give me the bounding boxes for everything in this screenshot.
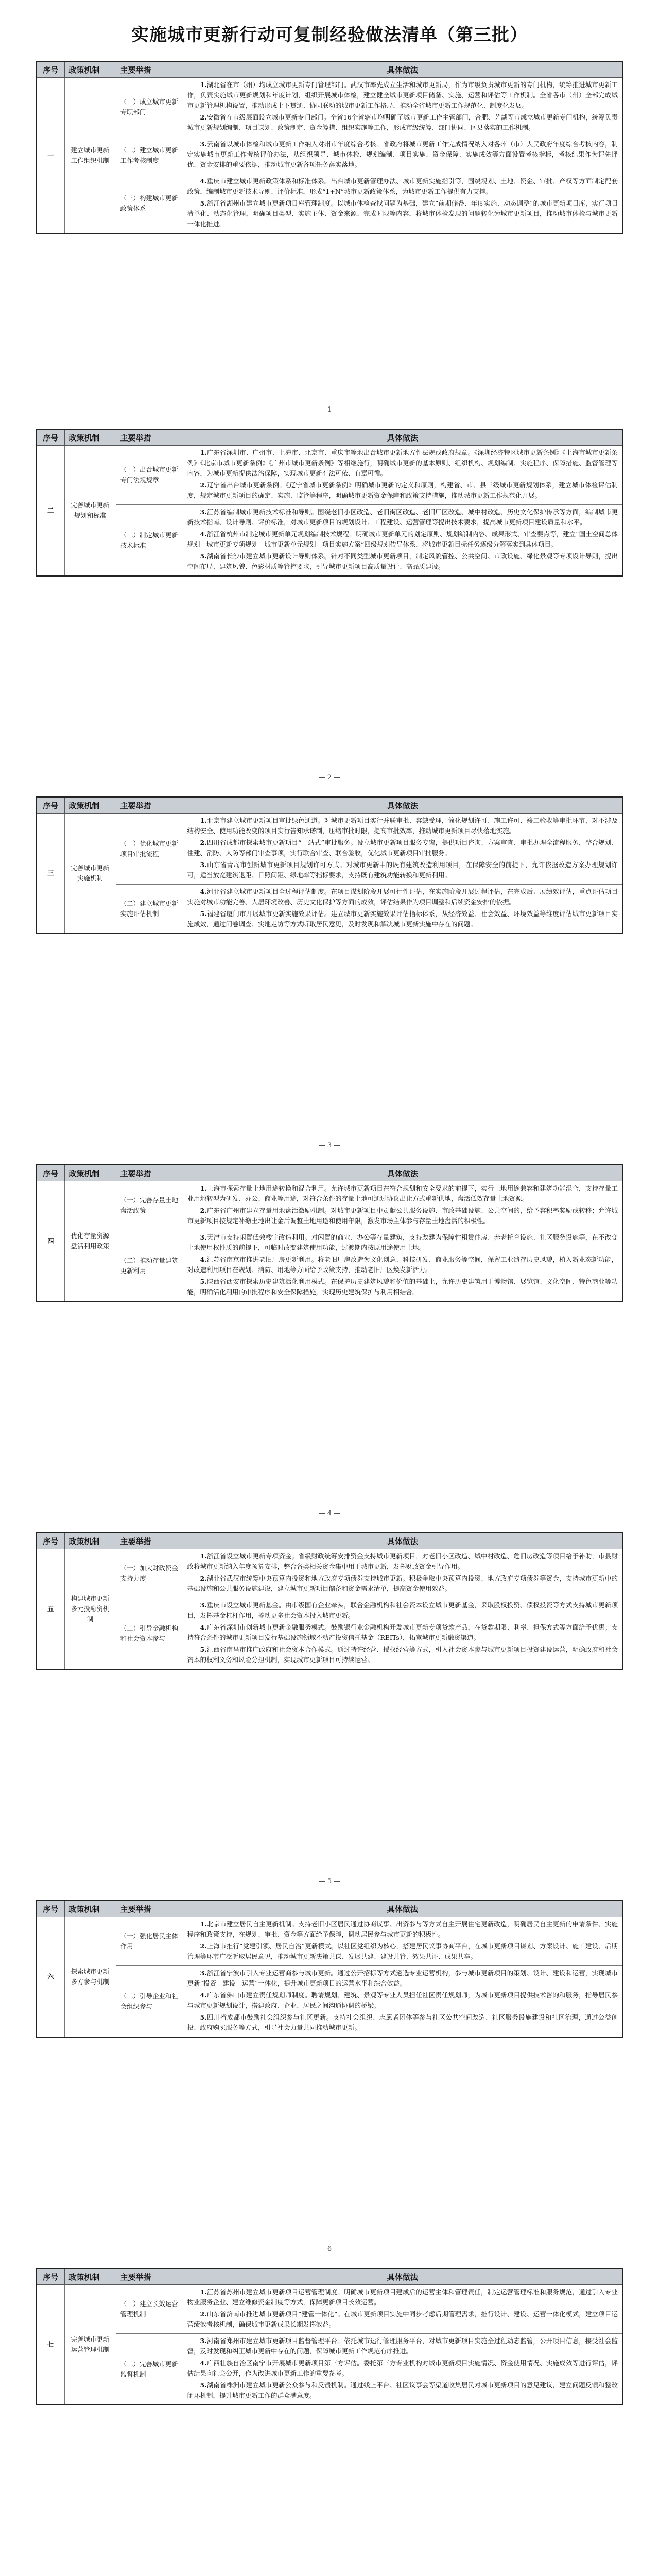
practice-item bbox=[187, 1919, 618, 1940]
table-row bbox=[37, 1230, 622, 1302]
practice-item-text: 湖南省长沙市建立城市更新设计导则体系。针对不同类型城市更新项目，制定风貌管控、公共空间、市政设施、绿化景观等专项设计导则，提出空间布局、建筑风貌、色彩材质等管控要求，引导城市更新项目高质量设计、高品质建设。 bbox=[187, 552, 618, 570]
practice-item bbox=[187, 2358, 618, 2379]
practice-item bbox=[187, 139, 618, 170]
practice-item bbox=[187, 1551, 618, 1572]
header-seq: 序号 bbox=[37, 1901, 64, 1917]
practice-item bbox=[187, 1990, 618, 2011]
header-mechanism: 政策机制 bbox=[64, 1165, 116, 1181]
main-measure: （一）建立长效运营管理机制 bbox=[116, 2285, 183, 2334]
specific-practice bbox=[183, 814, 622, 885]
practice-item-text: 广东省佛山市建立责任规划师制度。聘请规划、建筑、景观等专业人员担任社区责任规划师，为城市更新项目提供技术咨询和服务，指导居民参与城市更新规划设计，搭建政府、企业、居民之间沟通协调的桥梁。 bbox=[187, 1991, 618, 2009]
page-number: — 3 — bbox=[318, 1142, 341, 1149]
header-measure: 主要举措 bbox=[116, 1533, 183, 1549]
practice-item-number: 3. bbox=[200, 140, 207, 148]
document-page bbox=[36, 61, 623, 392]
practice-item bbox=[187, 887, 618, 907]
header-mechanism: 政策机制 bbox=[64, 2268, 116, 2285]
practice-item-text: 江苏省南京市推进老旧厂房更新利用。将老旧厂房改造为文化创意、科技研发、商业服务等空间，保留工业遗存历史风貌，植入新业态新功能，对改造利用项目在规划、消防、用地等方面给予政策支持，推动老旧厂区焕发新活力。 bbox=[187, 1256, 618, 1274]
practice-item bbox=[187, 480, 618, 501]
measures-table bbox=[36, 429, 623, 577]
practice-item-number: 5. bbox=[200, 2013, 207, 2021]
practice-item-number: 2. bbox=[200, 2310, 207, 2318]
practice-item-number: 2. bbox=[200, 1942, 207, 1950]
practice-item-number: 1. bbox=[200, 1552, 207, 1560]
practice-item bbox=[187, 1206, 618, 1226]
header-seq: 序号 bbox=[37, 429, 64, 446]
practice-item-text: 浙江省宁波市引入专业运营商参与城市更新。通过公开招标等方式遴选专业运营机构，参与城市更新项目的策划、设计、建设和运营，实现城市更新“投资—建设—运营”一体化，提升城市更新项目的运营水平和综合效益。 bbox=[187, 1969, 618, 1987]
document-page bbox=[36, 1900, 623, 2231]
practice-item-text: 上海市推行“党建引领、居民自治”更新模式。以社区党组织为核心，搭建居民议事协商平台，在城市更新项目谋划、方案设计、施工建设、后期管理等环节广泛听取居民意见，推动城市更新决策共谋、发展共建、建设共管、效果共评、成果共享。 bbox=[187, 1942, 618, 1960]
table-row bbox=[37, 1181, 622, 1230]
practice-item-number: 3. bbox=[200, 1969, 207, 1977]
header-detail: 具体做法 bbox=[183, 1533, 622, 1549]
practice-item bbox=[187, 1645, 618, 1665]
practice-item-text: 辽宁省出台城市更新条例。《辽宁省城市更新条例》明确城市更新的定义和原则，构建省、市、县三级城市更新规划体系，建立城市体检评估制度，规定城市更新项目的确定、实施、监管等程序，明确城市更新资金保障和政策支持措施，推动城市更新工作规范化开展。 bbox=[187, 481, 618, 499]
practice-item-number: 2. bbox=[200, 481, 207, 489]
specific-practice bbox=[183, 1598, 622, 1670]
table-header-row bbox=[37, 2268, 622, 2285]
practice-item-text: 山东省济南市推进城市更新项目“建管一体化”。在城市更新项目实施中同步考虑后期管理需求，推行设计、建设、运营一体化模式，建立项目运营绩效考核机制，确保城市更新成果长期发挥效益。 bbox=[187, 2310, 618, 2328]
document-page bbox=[36, 796, 623, 1127]
policy-mechanism: 优化存量资源盘活利用政策 bbox=[64, 1181, 116, 1302]
measures-table bbox=[36, 61, 623, 234]
practice-item-text: 河南省郑州市建立城市更新项目监督管理平台。依托城市运行管理服务平台，对城市更新项目实施全过程动态监管，公开项目信息，接受社会监督，及时发现和纠正城市更新中存在的问题，保障城市更新工作规范有序推进。 bbox=[187, 2337, 618, 2355]
measures-table bbox=[36, 2268, 623, 2405]
practice-item-number: 1. bbox=[200, 449, 207, 456]
main-measure: （二）引导企业和社会组织参与 bbox=[116, 1966, 183, 2038]
header-mechanism: 政策机制 bbox=[64, 1533, 116, 1549]
practice-item-number: 5. bbox=[200, 1646, 207, 1653]
practice-item-text: 湖北省武汉市统筹中央预算内投资和地方政府专项债券支持城市更新。积极争取中央预算内投资、地方政府专项债券等资金，支持城市更新中的基础设施和公共服务设施建设，建立城市更新项目储备和资金需求清单，提高资金使用效益。 bbox=[187, 1574, 618, 1592]
measures-table bbox=[36, 1164, 623, 1302]
practice-item bbox=[187, 860, 618, 880]
practice-item-number: 4. bbox=[200, 888, 207, 895]
practice-item-text: 广东省深圳市创新城市更新金融服务模式。鼓励银行业金融机构开发城市更新专项贷款产品，在贷款期限、利率、担保方式等方面给予优惠；支持符合条件的城市更新项目发行基础设施领域不动产投资信托基金（REITs），拓宽城市更新融资渠道。 bbox=[187, 1623, 618, 1641]
sequence-number: 六 bbox=[37, 1917, 64, 2038]
practice-item-number: 5. bbox=[200, 910, 207, 918]
table-header-row bbox=[37, 1165, 622, 1181]
main-measure: （一）成立城市更新专职部门 bbox=[116, 78, 183, 137]
header-measure: 主要举措 bbox=[116, 797, 183, 814]
practice-item bbox=[187, 838, 618, 858]
header-seq: 序号 bbox=[37, 797, 64, 814]
table-header-row bbox=[37, 61, 622, 78]
header-seq: 序号 bbox=[37, 2268, 64, 2285]
practice-item bbox=[187, 1573, 618, 1594]
practice-item-text: 天津市支持闲置低效楼宇改造利用。对闲置的商业、办公等存量建筑，支持改建为保障性租赁住房、养老托育设施、社区服务设施等，在不改变土地使用权性质的前提下，可临时改变建筑使用功能，过渡期内按原用途使用土地。 bbox=[187, 1233, 618, 1251]
practice-item-text: 云南省以城市体检和城市更新工作纳入对州市年度综合考核。省政府将城市更新工作完成情况纳入对各州（市）人民政府年度综合考核内容，制定实施城市更新工作考核评价办法，从组织领导、城市体检、规划编制、项目实施、资金保障、实施成效等方面设置考核指标，考核结果作为评先评优、资金安排的重要依据，推动城市更新各项任务落实落地。 bbox=[187, 140, 618, 168]
table-row bbox=[37, 1598, 622, 1670]
main-measure: （二）完善城市更新监督机制 bbox=[116, 2334, 183, 2405]
practice-item-number: 1. bbox=[200, 817, 207, 824]
policy-mechanism: 完善城市更新运营管理机制 bbox=[64, 2285, 116, 2405]
measures-table bbox=[36, 1532, 623, 1670]
sequence-number: 一 bbox=[37, 78, 64, 234]
table-header-row bbox=[37, 1901, 622, 1917]
specific-practice bbox=[183, 78, 622, 137]
practice-item bbox=[187, 1255, 618, 1275]
practice-item-text: 重庆市建立城市更新政策体系和标准体系。出台城市更新管理办法、城市更新实施指引等，围绕规划、土地、资金、审批、产权等方面制定配套政策，编制城市更新技术导则、评价标准，形成“1+N”城市更新政策体系，为城市更新工作提供有力支撑。 bbox=[187, 177, 618, 195]
practice-item-text: 广东省广州市建立存量用地盘活激励机制。对城市更新项目中贡献公共服务设施、市政基础设施、公共空间的，给予容积率奖励或转移；允许城市更新项目按规定补缴土地出让金后调整土地用途和使用年限，激发市场主体参与存量土地盘活的积极性。 bbox=[187, 1207, 618, 1225]
specific-practice bbox=[183, 1966, 622, 2038]
table-row bbox=[37, 446, 622, 505]
table-row bbox=[37, 885, 622, 934]
practice-item bbox=[187, 551, 618, 572]
practice-item-text: 河北省建立城市更新项目全过程评估制度。在项目谋划阶段开展可行性评估，在实施阶段开展过程评估，在完成后开展绩效评估，重点评估项目实施对城市功能完善、人居环境改善、历史文化保护等方面的成效，评估结果作为项目调整和后续资金安排的依据。 bbox=[187, 888, 618, 906]
specific-practice bbox=[183, 1917, 622, 1966]
practice-item-number: 4. bbox=[200, 2359, 207, 2367]
policy-mechanism: 完善城市更新规划和标准 bbox=[64, 446, 116, 577]
practice-item-text: 浙江省杭州市制定城市更新单元规划编制技术规程。明确城市更新单元的划定原则、规划编制内容、成果形式、审查要点等，建立“国土空间总体规划—城市更新专项规划—城市更新单元规划—项目实施方案”四级规划传导体系，将城市更新目标任务逐级分解落实到具体项目。 bbox=[187, 530, 618, 548]
header-detail: 具体做法 bbox=[183, 1165, 622, 1181]
practice-item-text: 上海市探索存量土地用途转换和混合利用。允许城市更新项目在符合规划和安全要求的前提下，实行土地用途兼容和建筑功能混合，支持存量工业用地转型为研发、办公、商业等用途，对符合条件的存量土地可通过协议出让方式重新供地，盘活低效存量土地资源。 bbox=[187, 1184, 618, 1202]
practice-item bbox=[187, 2287, 618, 2308]
practice-item-text: 北京市建立城市更新项目审批绿色通道。对城市更新项目实行并联审批、容缺受理，简化规划许可、施工许可、竣工验收等审批环节，对不涉及结构安全、使用功能改变的项目实行告知承诺制，压缩审批时限，提高审批效率，推动城市更新项目尽快落地实施。 bbox=[187, 817, 618, 835]
practice-item-text: 江西省南昌市推广政府和社会资本合作模式。通过特许经营、授权经营等方式，引入社会资本参与城市更新项目投资建设运营，明确政府和社会资本的权利义务和风险分担机制，实现城市更新项目可持续运营。 bbox=[187, 1646, 618, 1664]
header-detail: 具体做法 bbox=[183, 797, 622, 814]
sequence-number: 二 bbox=[37, 446, 64, 577]
header-seq: 序号 bbox=[37, 61, 64, 78]
practice-item-text: 陕西省西安市探索历史建筑活化利用模式。在保护历史建筑风貌和价值的基础上，允许历史建筑用于博物馆、展览馆、文化空间、特色商业等功能，明确活化利用的审批程序和安全保障措施，实现历史建筑保护与利用相结合。 bbox=[187, 1278, 618, 1296]
header-measure: 主要举措 bbox=[116, 2268, 183, 2285]
pages-container bbox=[36, 61, 623, 2576]
practice-item bbox=[187, 2309, 618, 2330]
practice-item bbox=[187, 909, 618, 929]
practice-item bbox=[187, 1277, 618, 1297]
page-number: — 2 — bbox=[318, 774, 341, 782]
sequence-number: 七 bbox=[37, 2285, 64, 2405]
practice-item-text: 福建省厦门市开展城市更新实施效果评估。建立城市更新实施效果评估指标体系，从经济效益、社会效益、环境效益等维度评估城市更新项目实施成效，通过问卷调查、实地走访等方式听取居民意见，及时发现和解决城市更新实施中存在的问题。 bbox=[187, 910, 618, 928]
specific-practice bbox=[183, 505, 622, 577]
practice-item-text: 湖南省株洲市建立城市更新公众参与和反馈机制。通过线上平台、社区议事会等渠道收集居民对城市更新项目的意见建议，建立问题反馈和整改闭环机制，提升城市更新工作的群众满意度。 bbox=[187, 2381, 618, 2399]
practice-item-text: 浙江省湖州市建立城市更新项目库管理制度。以城市体检查找问题为基础，建立“前期储备、年度实施、动态调整”的城市更新项目库，实行项目清单化、动态化管理，明确项目类型、实施主体、资金来源、完成时限等内容，将城市体检发现的问题转化为城市更新项目，推动城市体检与城市更新一体化推进。 bbox=[187, 199, 618, 228]
practice-item-number: 5. bbox=[200, 199, 207, 207]
sequence-number: 五 bbox=[37, 1549, 64, 1670]
header-seq: 序号 bbox=[37, 1533, 64, 1549]
main-measure: （一）出台城市更新专门法规规章 bbox=[116, 446, 183, 505]
main-measure: （一）优化城市更新项目审批流程 bbox=[116, 814, 183, 885]
header-detail: 具体做法 bbox=[183, 429, 622, 446]
table-row bbox=[37, 1917, 622, 1966]
table-row bbox=[37, 814, 622, 885]
table-row bbox=[37, 137, 622, 174]
main-measure: （一）强化居民主体作用 bbox=[116, 1917, 183, 1966]
practice-item-text: 浙江省设立城市更新专项资金。省级财政统筹安排资金支持城市更新项目，对老旧小区改造、城中村改造、危旧房改造等项目给予补助，市县财政将城市更新纳入年度预算安排，整合各类相关资金集中用于城市更新，发挥财政资金引导作用。 bbox=[187, 1552, 618, 1570]
main-measure: （三）构建城市更新政策体系 bbox=[116, 174, 183, 234]
practice-item bbox=[187, 2380, 618, 2401]
practice-item bbox=[187, 816, 618, 836]
practice-item bbox=[187, 1968, 618, 1989]
specific-practice bbox=[183, 2334, 622, 2405]
page-number: — 5 — bbox=[318, 1877, 341, 1885]
practice-item bbox=[187, 112, 618, 133]
specific-practice bbox=[183, 1181, 622, 1230]
header-detail: 具体做法 bbox=[183, 1901, 622, 1917]
table-header-row bbox=[37, 429, 622, 446]
practice-item-number: 1. bbox=[200, 2288, 207, 2296]
table-row bbox=[37, 1549, 622, 1598]
document-page bbox=[36, 1164, 623, 1495]
practice-item-number: 3. bbox=[200, 861, 207, 869]
practice-item-number: 4. bbox=[200, 530, 207, 538]
main-measure: （二）推动存量建筑更新利用 bbox=[116, 1230, 183, 1302]
header-mechanism: 政策机制 bbox=[64, 429, 116, 446]
table-row bbox=[37, 174, 622, 234]
practice-item-number: 2. bbox=[200, 1207, 207, 1214]
table-row bbox=[37, 78, 622, 137]
practice-item-text: 湖北省在市（州）均成立城市更新专门管理部门。武汉市率先成立生活和城市更新局，作为市级负责城市更新的专门机构，统筹推进城市更新工作，负责实施城市更新规划和年度计划，组织开展城市体检，建立健全城市更新项目储备、实施、运营和评估等工作机制。全省各市（州）全部完成城市更新管理机构设置，推动形成上下贯通、协同联动的城市更新工作格局，推动全省城市更新工作规范化、制度化发展。 bbox=[187, 81, 618, 109]
practice-item-number: 4. bbox=[200, 177, 207, 185]
specific-practice bbox=[183, 2285, 622, 2334]
practice-item-text: 江苏省苏州市建立城市更新项目运营管理制度。明确城市更新项目建成后的运营主体和管理责任，制定运营管理标准和服务规范，通过引入专业物业服务企业、建立维修资金制度等方式，保障更新项目长效运营。 bbox=[187, 2288, 618, 2306]
specific-practice bbox=[183, 137, 622, 174]
practice-item bbox=[187, 198, 618, 229]
sequence-number: 三 bbox=[37, 814, 64, 934]
document-page bbox=[36, 2268, 623, 2576]
specific-practice bbox=[183, 446, 622, 505]
policy-mechanism: 探索城市更新多方参与机制 bbox=[64, 1917, 116, 2038]
practice-item-text: 四川省成都市探索城市更新项目“一站式”审批服务。设立城市更新项目服务专窗，提供项目咨询、方案审查、审批办理全流程服务，整合规划、住建、消防、人防等部门审查事项，实行联合审查、联合验收，优化城市更新项目审批服务。 bbox=[187, 839, 618, 857]
practice-item bbox=[187, 2336, 618, 2357]
header-measure: 主要举措 bbox=[116, 429, 183, 446]
practice-item-number: 1. bbox=[200, 1184, 207, 1192]
practice-item bbox=[187, 80, 618, 111]
practice-item-number: 1. bbox=[200, 1920, 207, 1928]
practice-item-text: 山东省青岛市创新城市更新项目规划许可方式。对城市更新中的既有建筑改造利用项目，在保障安全的前提下，允许依据改造方案办理规划许可，适当放宽建筑退距、日照间距、绿地率等指标要求，支持既有建筑功能转换和更新利用。 bbox=[187, 861, 618, 879]
measures-table bbox=[36, 796, 623, 934]
practice-item-text: 四川省成都市鼓励社会组织参与社区更新。支持社会组织、志愿者团体等参与社区公共空间改造、社区服务设施建设和社区治理，通过公益创投、政府购买服务等方式，引导社会力量共同推动城市更新。 bbox=[187, 2013, 618, 2031]
header-mechanism: 政策机制 bbox=[64, 797, 116, 814]
practice-item-number: 4. bbox=[200, 1991, 207, 1999]
practice-item-number: 2. bbox=[200, 113, 207, 121]
policy-mechanism: 构建城市更新多元投融资机制 bbox=[64, 1549, 116, 1670]
table-row bbox=[37, 505, 622, 577]
practice-item bbox=[187, 1183, 618, 1204]
practice-item bbox=[187, 1622, 618, 1643]
practice-item bbox=[187, 529, 618, 550]
practice-item-number: 2. bbox=[200, 839, 207, 846]
practice-item bbox=[187, 1600, 618, 1621]
header-seq: 序号 bbox=[37, 1165, 64, 1181]
practice-item-text: 安徽省在市级层面设立城市更新专门部门。全省16个省辖市均明确了城市更新工作主管部门，合肥、芜湖等市成立城市更新专门机构，统筹负责城市更新规划编制、项目谋划、政策制定、资金筹措、组织实施等工作，形成市级统筹、部门协同、区县落实的工作机制。 bbox=[187, 113, 618, 131]
table-row bbox=[37, 2334, 622, 2405]
practice-item-text: 广东省深圳市、广州市、上海市、北京市、重庆市等地出台城市更新地方性法规或政府规章。《深圳经济特区城市更新条例》《上海市城市更新条例》《北京市城市更新条例》《广州市城市更新条例》等相继施行，明确城市更新的基本原则、组织机构、规划编制、实施程序、保障措施、监督管理等内容，为城市更新提供法治保障，实现城市更新有法可依、有章可循。 bbox=[187, 449, 618, 477]
practice-item-number: 1. bbox=[200, 81, 207, 89]
practice-item-number: 3. bbox=[200, 508, 207, 516]
specific-practice bbox=[183, 1549, 622, 1598]
document-title: 实施城市更新行动可复制经验做法清单（第三批） bbox=[131, 25, 528, 45]
page-number: — 1 — bbox=[318, 406, 341, 414]
header-measure: 主要举措 bbox=[116, 1165, 183, 1181]
main-measure: （一）加大财政资金支持力度 bbox=[116, 1549, 183, 1598]
main-measure: （二）建立城市更新实施评估机制 bbox=[116, 885, 183, 934]
practice-item-number: 3. bbox=[200, 1601, 207, 1609]
practice-item bbox=[187, 448, 618, 479]
practice-item-number: 5. bbox=[200, 1278, 207, 1285]
practice-item-text: 北京市建立居民自主更新机制。支持老旧小区居民通过协商议事、出资参与等方式自主开展住宅更新改造，明确居民自主更新的申请条件、实施程序和政策支持，在规划、审批、资金等方面给予保障，调动居民参与城市更新的积极性。 bbox=[187, 1920, 618, 1938]
header-detail: 具体做法 bbox=[183, 2268, 622, 2285]
practice-item-number: 3. bbox=[200, 2337, 207, 2345]
specific-practice bbox=[183, 174, 622, 234]
main-measure: （一）完善存量土地盘活政策 bbox=[116, 1181, 183, 1230]
practice-item-number: 2. bbox=[200, 1574, 207, 1582]
practice-item-number: 4. bbox=[200, 1623, 207, 1631]
table-row bbox=[37, 1966, 622, 2038]
practice-item-number: 3. bbox=[200, 1233, 207, 1241]
practice-item bbox=[187, 507, 618, 528]
header-measure: 主要举措 bbox=[116, 1901, 183, 1917]
measures-table bbox=[36, 1900, 623, 2038]
policy-mechanism: 建立城市更新工作组织机制 bbox=[64, 78, 116, 234]
practice-item-text: 江苏省编制城市更新技术标准和导则。围绕老旧小区改造、老旧街区改造、老旧厂区改造、城中村改造、历史文化保护传承等方面，编制城市更新技术指南、设计导则、评价标准，对城市更新项目的规划设计、工程建设、运营管理等提出技术要求，提高城市更新项目建设质量和水平。 bbox=[187, 508, 618, 526]
practice-item bbox=[187, 2012, 618, 2033]
specific-practice bbox=[183, 1230, 622, 1302]
header-measure: 主要举措 bbox=[116, 61, 183, 78]
main-measure: （二）引导金融机构和社会资本参与 bbox=[116, 1598, 183, 1670]
document-page bbox=[36, 429, 623, 759]
document-page bbox=[36, 1532, 623, 1863]
practice-item bbox=[187, 1232, 618, 1253]
table-header-row bbox=[37, 797, 622, 814]
page-number: — 6 — bbox=[318, 2245, 341, 2253]
header-detail: 具体做法 bbox=[183, 61, 622, 78]
practice-item bbox=[187, 176, 618, 197]
policy-mechanism: 完善城市更新实施机制 bbox=[64, 814, 116, 934]
sequence-number: 四 bbox=[37, 1181, 64, 1302]
practice-item-number: 5. bbox=[200, 2381, 207, 2389]
specific-practice bbox=[183, 885, 622, 934]
page-number: — 4 — bbox=[318, 1510, 341, 1517]
table-row bbox=[37, 2285, 622, 2334]
main-measure: （二）建立城市更新工作考核制度 bbox=[116, 137, 183, 174]
table-header-row bbox=[37, 1533, 622, 1549]
practice-item-text: 重庆市设立城市更新基金。由市级国有企业牵头，联合金融机构和社会资本设立城市更新基金，采取股权投资、债权投资等方式支持城市更新项目，发挥基金杠杆作用，撬动更多社会资本投入城市更新。 bbox=[187, 1601, 618, 1619]
main-measure: （二）制定城市更新技术标准 bbox=[116, 505, 183, 577]
practice-item-text: 广西壮族自治区南宁市开展城市更新项目第三方评估。委托第三方专业机构对城市更新项目实施情况、资金使用情况、实施成效等进行评估，评估结果向社会公开，作为改进城市更新工作的重要参考。 bbox=[187, 2359, 618, 2377]
practice-item-number: 4. bbox=[200, 1256, 207, 1263]
practice-item-number: 5. bbox=[200, 552, 207, 560]
header-mechanism: 政策机制 bbox=[64, 61, 116, 78]
header-mechanism: 政策机制 bbox=[64, 1901, 116, 1917]
practice-item bbox=[187, 1941, 618, 1962]
